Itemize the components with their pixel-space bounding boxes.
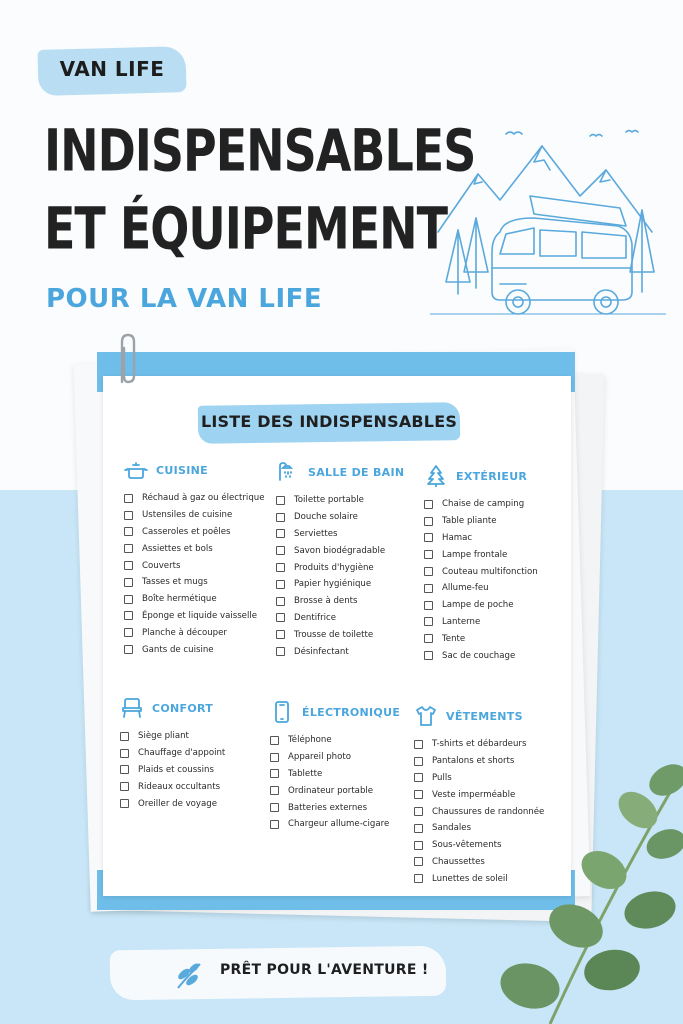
category-cuisine (124, 456, 265, 658)
item-label: Plaids et coussins (138, 764, 214, 775)
list-item[interactable] (276, 626, 404, 643)
item-label: Lunettes de soleil (432, 873, 508, 884)
checkbox[interactable] (276, 647, 285, 656)
checkbox[interactable] (124, 645, 133, 654)
item-label: Toilette portable (294, 495, 364, 506)
list-item[interactable] (270, 799, 400, 816)
list-item[interactable] (424, 614, 538, 631)
list-item[interactable] (124, 507, 265, 524)
item-label: Ordinateur portable (288, 785, 374, 796)
cooking-pot-icon (124, 458, 148, 482)
footer-text: PRÊT POUR L'AVENTURE ! (220, 962, 429, 978)
item-label: Allume-feu (442, 583, 489, 594)
tag-label: VAN LIFE (59, 57, 165, 81)
checkbox[interactable] (414, 857, 423, 866)
list-item[interactable] (424, 647, 538, 664)
list-item[interactable] (270, 766, 400, 783)
list-item[interactable] (124, 490, 265, 507)
item-label: Trousse de toilette (294, 629, 374, 640)
list-item[interactable] (270, 782, 400, 799)
page-title-line2: ET ÉQUIPEMENT (44, 194, 448, 263)
checkbox[interactable] (120, 749, 129, 758)
item-label: Réchaud à gaz ou électrique (142, 493, 265, 504)
checkbox[interactable] (276, 496, 285, 505)
category-electronique (270, 698, 400, 833)
item-label: Gants de cuisine (142, 644, 214, 655)
item-label: Veste imperméable (432, 789, 516, 800)
list-item[interactable] (270, 749, 400, 766)
eucalyptus-branch-image (480, 740, 683, 1024)
item-label: Tablette (288, 768, 323, 779)
checkbox[interactable] (124, 611, 133, 620)
category-title: CONFORT (152, 701, 214, 715)
item-list (276, 492, 404, 660)
list-item[interactable] (424, 546, 538, 563)
item-label: Brosse à dents (294, 596, 358, 607)
leaf-icon (172, 958, 206, 992)
item-label: Chaussures de randonnée (432, 806, 545, 817)
list-item[interactable] (424, 630, 538, 647)
category-title: ÉLECTRONIQUE (302, 705, 401, 719)
checkbox[interactable] (276, 513, 285, 522)
list-item[interactable] (124, 524, 265, 541)
checkbox[interactable] (424, 617, 433, 626)
list-item[interactable] (424, 563, 538, 580)
checkbox[interactable] (414, 824, 423, 833)
item-label: Produits d'hygiène (294, 562, 374, 573)
category-title: EXTÉRIEUR (456, 469, 528, 483)
list-item[interactable] (276, 643, 404, 660)
checkbox[interactable] (414, 773, 423, 782)
list-title: LISTE DES INDISPENSABLES (200, 412, 458, 431)
list-item[interactable] (276, 610, 404, 627)
item-label: Papier hygiénique (294, 579, 372, 590)
van-mountain-illustration (430, 122, 666, 322)
tshirt-icon (414, 704, 438, 728)
item-label: Sandales (432, 823, 472, 834)
item-list (120, 728, 225, 812)
item-label: Savon biodégradable (294, 545, 386, 556)
checkbox[interactable] (276, 597, 285, 606)
checkbox[interactable] (276, 630, 285, 639)
item-label: Hamac (442, 532, 473, 543)
list-item[interactable] (276, 526, 404, 543)
item-label: Dentifrice (294, 612, 337, 623)
item-label: Désinfectant (294, 646, 349, 657)
list-item[interactable] (424, 597, 538, 614)
list-item[interactable] (276, 542, 404, 559)
category-title: SALLE DE BAIN (308, 465, 405, 479)
checkbox[interactable] (124, 595, 133, 604)
checkbox[interactable] (124, 544, 133, 553)
list-item[interactable] (424, 580, 538, 597)
item-list (424, 496, 538, 664)
checkbox[interactable] (124, 494, 133, 503)
list-item[interactable] (424, 496, 538, 513)
list-item[interactable] (124, 608, 265, 625)
checkbox[interactable] (414, 807, 423, 816)
checkbox[interactable] (414, 790, 423, 799)
list-item[interactable] (120, 745, 225, 762)
list-item[interactable] (120, 778, 225, 795)
checkbox[interactable] (120, 799, 129, 808)
item-label: Ustensiles de cuisine (142, 510, 233, 521)
item-label: Couteau multifonction (442, 566, 538, 577)
checkbox[interactable] (414, 740, 423, 749)
checkbox[interactable] (414, 757, 423, 766)
checkbox[interactable] (124, 527, 133, 536)
checkbox[interactable] (276, 546, 285, 555)
paper-clip-icon (112, 332, 142, 392)
item-label: Siège pliant (138, 731, 189, 742)
checkbox[interactable] (424, 584, 433, 593)
checkbox[interactable] (414, 841, 423, 850)
chair-icon (120, 696, 144, 720)
list-item[interactable] (270, 816, 400, 833)
list-item[interactable] (120, 728, 225, 745)
checkbox[interactable] (276, 580, 285, 589)
list-item[interactable] (424, 513, 538, 530)
checkbox[interactable] (270, 753, 279, 762)
item-list (124, 490, 265, 658)
item-label: Pulls (432, 772, 452, 783)
checkbox[interactable] (424, 550, 433, 559)
list-item[interactable] (124, 574, 265, 591)
item-label: Chaussettes (432, 856, 485, 867)
checkbox[interactable] (124, 561, 133, 570)
checkbox[interactable] (424, 500, 433, 509)
list-item[interactable] (276, 492, 404, 509)
item-label: Boîte hermétique (142, 594, 217, 605)
list-item[interactable] (276, 576, 404, 593)
item-label: Éponge et liquide vaisselle (142, 610, 258, 621)
category-title: CUISINE (156, 463, 208, 477)
page-subtitle: POUR LA VAN LIFE (46, 284, 323, 314)
checkbox[interactable] (120, 765, 129, 774)
item-label: Téléphone (288, 735, 332, 746)
item-label: Table pliante (442, 516, 497, 527)
item-label: Serviettes (294, 528, 338, 539)
item-label: Pantalons et shorts (432, 756, 515, 767)
item-label: Sous-vêtements (432, 840, 502, 851)
category-exterieur (424, 462, 538, 664)
checkbox[interactable] (124, 628, 133, 637)
list-item[interactable] (120, 795, 225, 812)
checkbox[interactable] (276, 613, 285, 622)
checkbox[interactable] (424, 533, 433, 542)
smartphone-icon (270, 700, 294, 724)
checkbox[interactable] (270, 803, 279, 812)
item-label: Tente (442, 633, 466, 644)
list-item[interactable] (276, 559, 404, 576)
list-item[interactable] (270, 732, 400, 749)
checkbox[interactable] (424, 634, 433, 643)
list-item[interactable] (424, 530, 538, 547)
list-item[interactable] (124, 641, 265, 658)
list-item[interactable] (124, 624, 265, 641)
item-label: Assiettes et bols (142, 543, 213, 554)
checkbox[interactable] (124, 511, 133, 520)
item-label: Chaise de camping (442, 499, 525, 510)
list-item[interactable] (124, 591, 265, 608)
list-item[interactable] (124, 557, 265, 574)
item-label: Oreiller de voyage (138, 798, 218, 809)
page-title-line1: INDISPENSABLES (44, 116, 476, 185)
item-label: Couverts (142, 560, 181, 571)
item-label: Sac de couchage (442, 650, 516, 661)
item-label: Planche à découper (142, 627, 227, 638)
checkbox[interactable] (424, 651, 433, 660)
checkbox[interactable] (270, 820, 279, 829)
checkbox[interactable] (270, 769, 279, 778)
item-label: Casseroles et poêles (142, 526, 231, 537)
checkbox[interactable] (124, 578, 133, 587)
category-confort (120, 694, 225, 812)
checkbox[interactable] (276, 563, 285, 572)
item-label: Chauffage d'appoint (138, 748, 226, 759)
checkbox[interactable] (270, 736, 279, 745)
item-label: Tasses et mugs (142, 577, 208, 588)
item-label: Douche solaire (294, 512, 358, 523)
checkbox[interactable] (120, 782, 129, 791)
category-salle-de-bain (276, 458, 404, 660)
item-label: T-shirts et débardeurs (432, 739, 527, 750)
item-label: Lanterne (442, 616, 481, 627)
item-label: Batteries externes (288, 802, 368, 813)
checkbox[interactable] (424, 517, 433, 526)
item-label: Rideaux occultants (138, 781, 221, 792)
item-list (270, 732, 400, 833)
item-label: Lampe de poche (442, 600, 514, 611)
pine-tree-icon (424, 464, 448, 488)
item-label: Appareil photo (288, 752, 351, 763)
list-item[interactable] (276, 509, 404, 526)
item-label: Chargeur allume-cigare (288, 819, 390, 830)
item-label: Lampe frontale (442, 549, 508, 560)
list-item[interactable] (276, 593, 404, 610)
checkbox[interactable] (424, 601, 433, 610)
list-item[interactable] (124, 540, 265, 557)
list-item[interactable] (120, 762, 225, 779)
checkbox[interactable] (120, 732, 129, 741)
shower-icon (276, 460, 300, 484)
checkbox[interactable] (424, 567, 433, 576)
checkbox[interactable] (276, 529, 285, 538)
checkbox[interactable] (414, 874, 423, 883)
category-title: VÊTEMENTS (446, 709, 523, 723)
checkbox[interactable] (270, 786, 279, 795)
